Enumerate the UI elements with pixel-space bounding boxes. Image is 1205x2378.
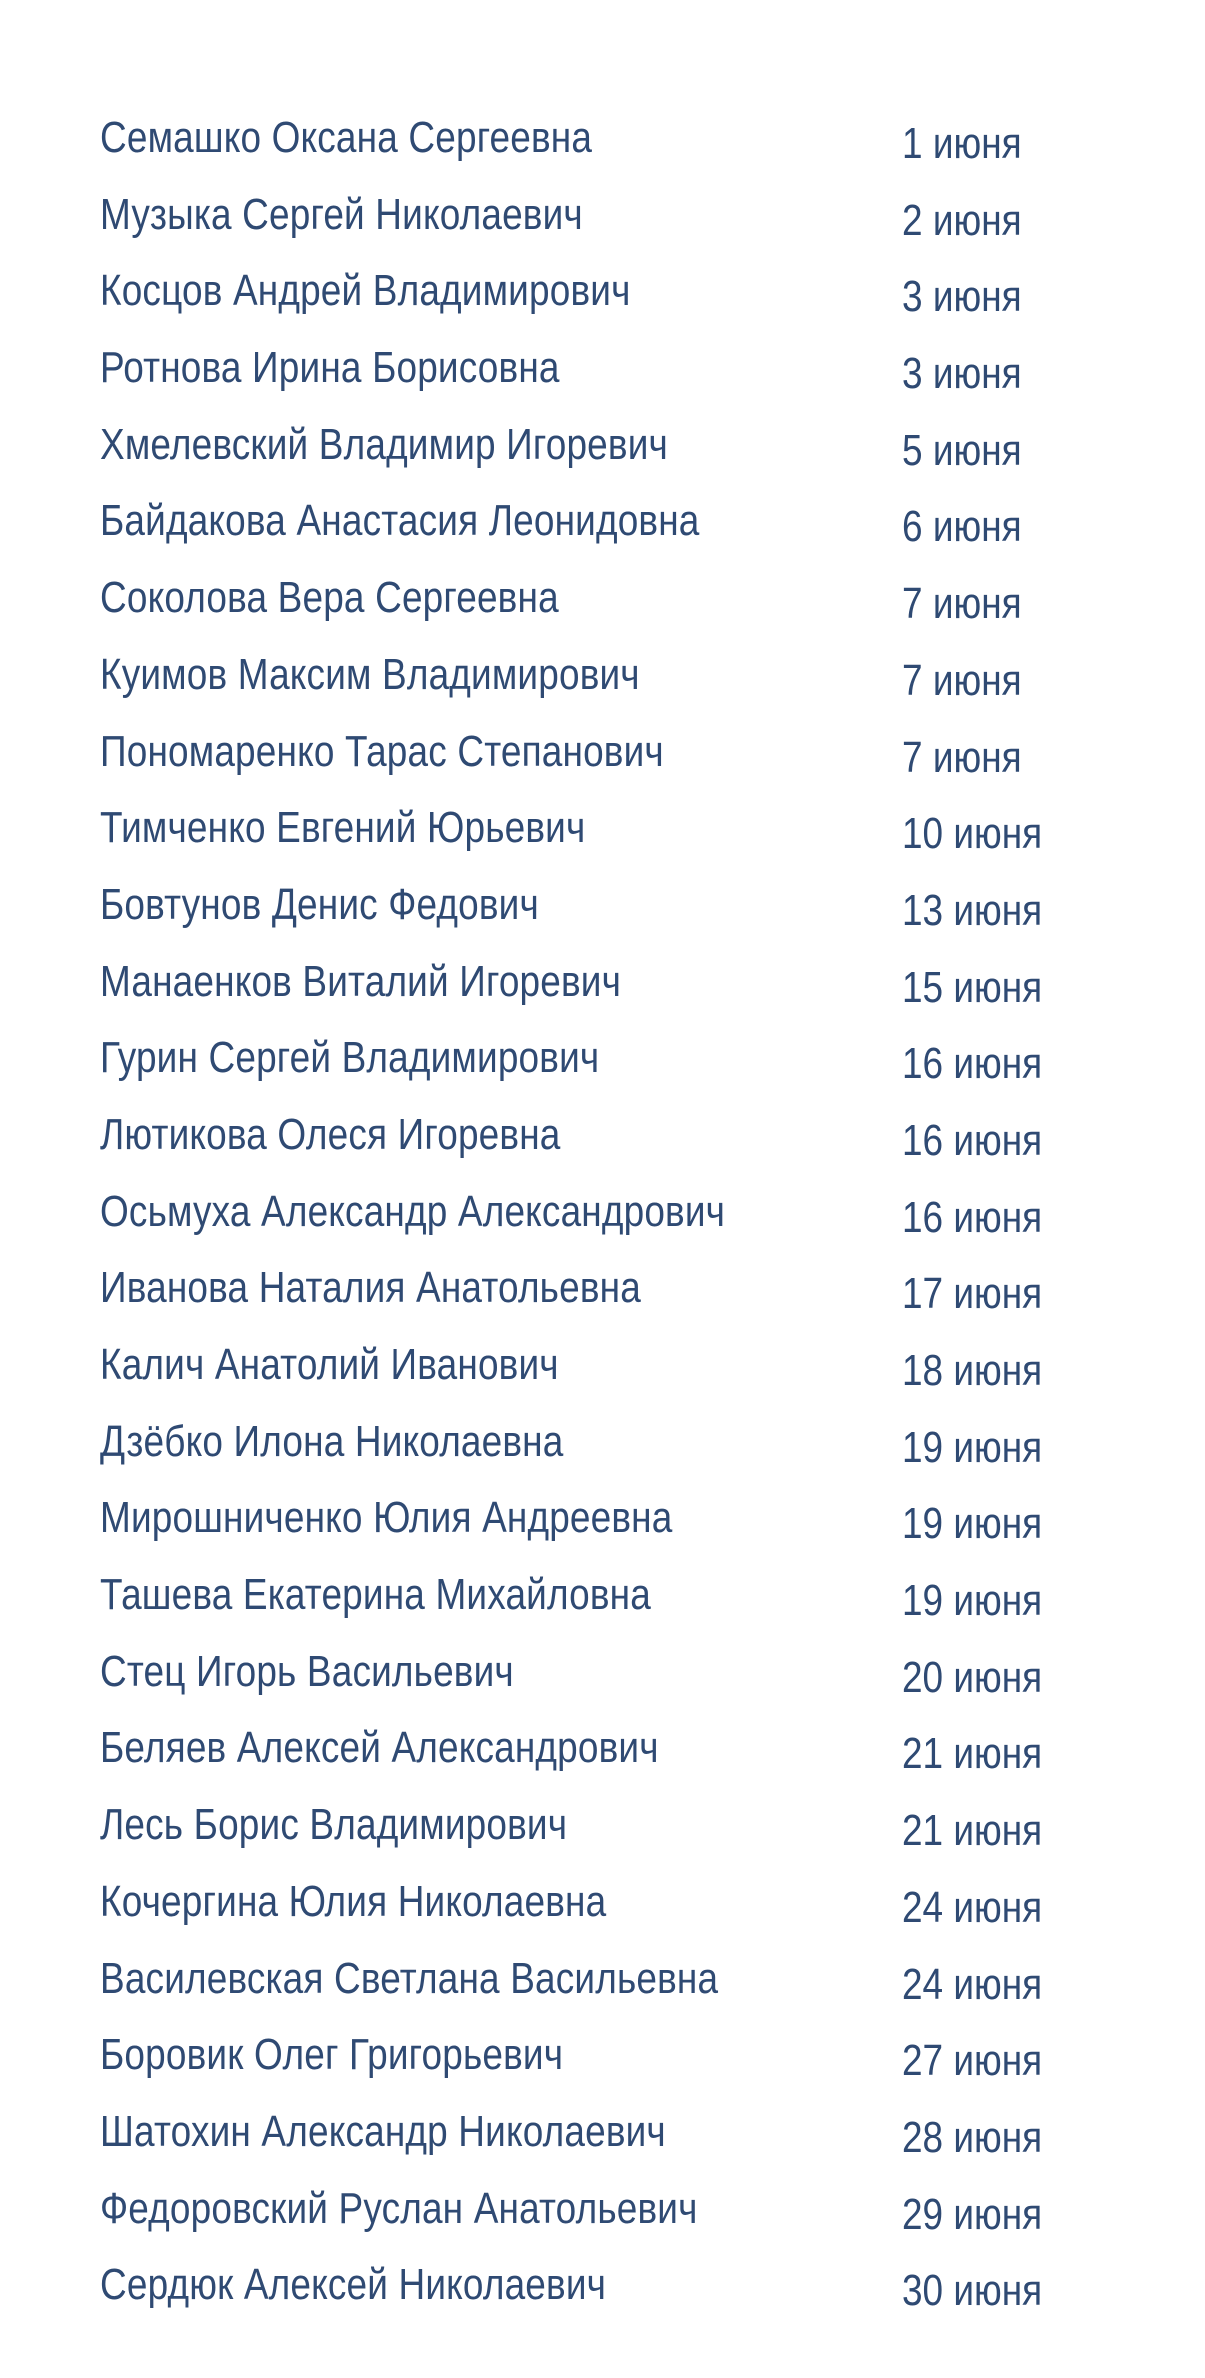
- birth-date: 16 июня: [902, 1192, 1043, 1242]
- person-name: Бовтунов Денис Федович: [100, 879, 539, 929]
- person-name: Хмелевский Владимир Игоревич: [100, 419, 668, 469]
- birth-date: 16 июня: [902, 1115, 1043, 1165]
- list-item: [0, 867, 1205, 944]
- birth-date: 7 июня: [902, 732, 1022, 782]
- birth-date: 6 июня: [902, 502, 1022, 552]
- birth-date: 1 июня: [902, 119, 1022, 168]
- list-item: [0, 944, 1205, 1021]
- person-name: Ташева Екатерина Михайловна: [100, 1570, 651, 1620]
- person-name: Боровик Олег Григорьевич: [100, 2030, 564, 2080]
- birth-date: 24 июня: [902, 1882, 1043, 1932]
- birth-date: 10 июня: [902, 809, 1043, 859]
- list-item: [0, 253, 1205, 330]
- person-name: Сердюк Алексей Николаевич: [100, 2260, 607, 2310]
- person-name: Шатохин Александр Николаевич: [100, 2106, 666, 2156]
- birth-date: 21 июня: [902, 1729, 1043, 1779]
- person-name: Музыка Сергей Николаевич: [100, 189, 583, 239]
- person-name: Кочергина Юлия Николаевна: [100, 1876, 607, 1926]
- person-name: Манаенков Виталий Игоревич: [100, 956, 622, 1006]
- person-name: Иванова Наталия Анатольевна: [100, 1263, 641, 1313]
- person-name: Василевская Светлана Васильевна: [100, 1953, 719, 2003]
- birth-date: 29 июня: [902, 2189, 1043, 2239]
- list-item: [0, 1404, 1205, 1481]
- list-item: [0, 2017, 1205, 2094]
- birth-date: 13 июня: [902, 885, 1043, 935]
- person-name: Калич Анатолий Иванович: [100, 1340, 559, 1389]
- birth-date: 18 июня: [902, 1346, 1043, 1395]
- birth-date: 15 июня: [902, 962, 1043, 1012]
- list-item: [0, 1634, 1205, 1711]
- birth-date: 3 июня: [902, 272, 1022, 322]
- person-name: Беляев Алексей Александрович: [100, 1723, 659, 1773]
- birth-date: 21 июня: [902, 1806, 1043, 1856]
- list-item: [0, 407, 1205, 484]
- list-item: [0, 1557, 1205, 1634]
- person-name: Гурин Сергей Владимирович: [100, 1033, 600, 1083]
- person-name: Байдакова Анастасия Леонидовна: [100, 496, 700, 546]
- person-name: Куимов Максим Владимирович: [100, 649, 640, 699]
- list-item: [0, 2094, 1205, 2171]
- birth-date: 3 июня: [902, 349, 1022, 399]
- list-item: [0, 560, 1205, 637]
- list-item: [0, 790, 1205, 867]
- birth-date: 7 июня: [902, 579, 1022, 629]
- list-item: [0, 100, 1205, 177]
- list-item: [0, 1941, 1205, 2018]
- birth-date: 27 июня: [902, 2036, 1043, 2086]
- person-name: Семашко Оксана Сергеевна: [100, 113, 593, 162]
- list-item: [0, 1174, 1205, 1251]
- list-item: [0, 714, 1205, 791]
- person-name: Пономаренко Тарас Степанович: [100, 726, 664, 776]
- person-name: Федоровский Руслан Анатольевич: [100, 2183, 698, 2233]
- birth-date: 7 июня: [902, 655, 1022, 705]
- list-item: [0, 1864, 1205, 1941]
- list-item: [0, 1020, 1205, 1097]
- person-name: Тимченко Евгений Юрьевич: [100, 803, 586, 853]
- person-name: Лютикова Олеся Игоревна: [100, 1109, 561, 1159]
- birth-date: 17 июня: [902, 1269, 1043, 1319]
- birth-date: 5 июня: [902, 425, 1022, 475]
- list-item: [0, 1327, 1205, 1404]
- list-item: [0, 637, 1205, 714]
- birth-date: 16 июня: [902, 1039, 1043, 1089]
- person-name: Дзёбко Илона Николаевна: [100, 1416, 564, 1466]
- birth-date: 19 июня: [902, 1422, 1043, 1472]
- list-item: [0, 1097, 1205, 1174]
- person-name: Стец Игорь Васильевич: [100, 1646, 514, 1696]
- list-item: [0, 1710, 1205, 1787]
- person-name: Лесь Борис Владимирович: [100, 1800, 568, 1850]
- list-item: [0, 2247, 1205, 2324]
- list-item: [0, 177, 1205, 254]
- birth-date: 30 июня: [902, 2266, 1043, 2316]
- person-name: Мирошниченко Юлия Андреевна: [100, 1493, 673, 1543]
- list-item: [0, 2171, 1205, 2248]
- birth-date: 19 июня: [902, 1576, 1043, 1626]
- birth-date: 2 июня: [902, 195, 1022, 245]
- list-item: [0, 1250, 1205, 1327]
- person-name: Косцов Андрей Владимирович: [100, 266, 631, 316]
- birth-date: 19 июня: [902, 1499, 1043, 1549]
- list-item: [0, 330, 1205, 407]
- birthday-list: [0, 100, 1205, 2324]
- list-item: [0, 483, 1205, 560]
- list-item: [0, 1787, 1205, 1864]
- list-item: [0, 1480, 1205, 1557]
- birth-date: 20 июня: [902, 1652, 1043, 1702]
- birth-date: 28 июня: [902, 2112, 1043, 2162]
- birth-date: 24 июня: [902, 1959, 1043, 2009]
- person-name: Ротнова Ирина Борисовна: [100, 343, 560, 393]
- person-name: Осьмуха Александр Александрович: [100, 1186, 726, 1236]
- person-name: Соколова Вера Сергеевна: [100, 573, 559, 623]
